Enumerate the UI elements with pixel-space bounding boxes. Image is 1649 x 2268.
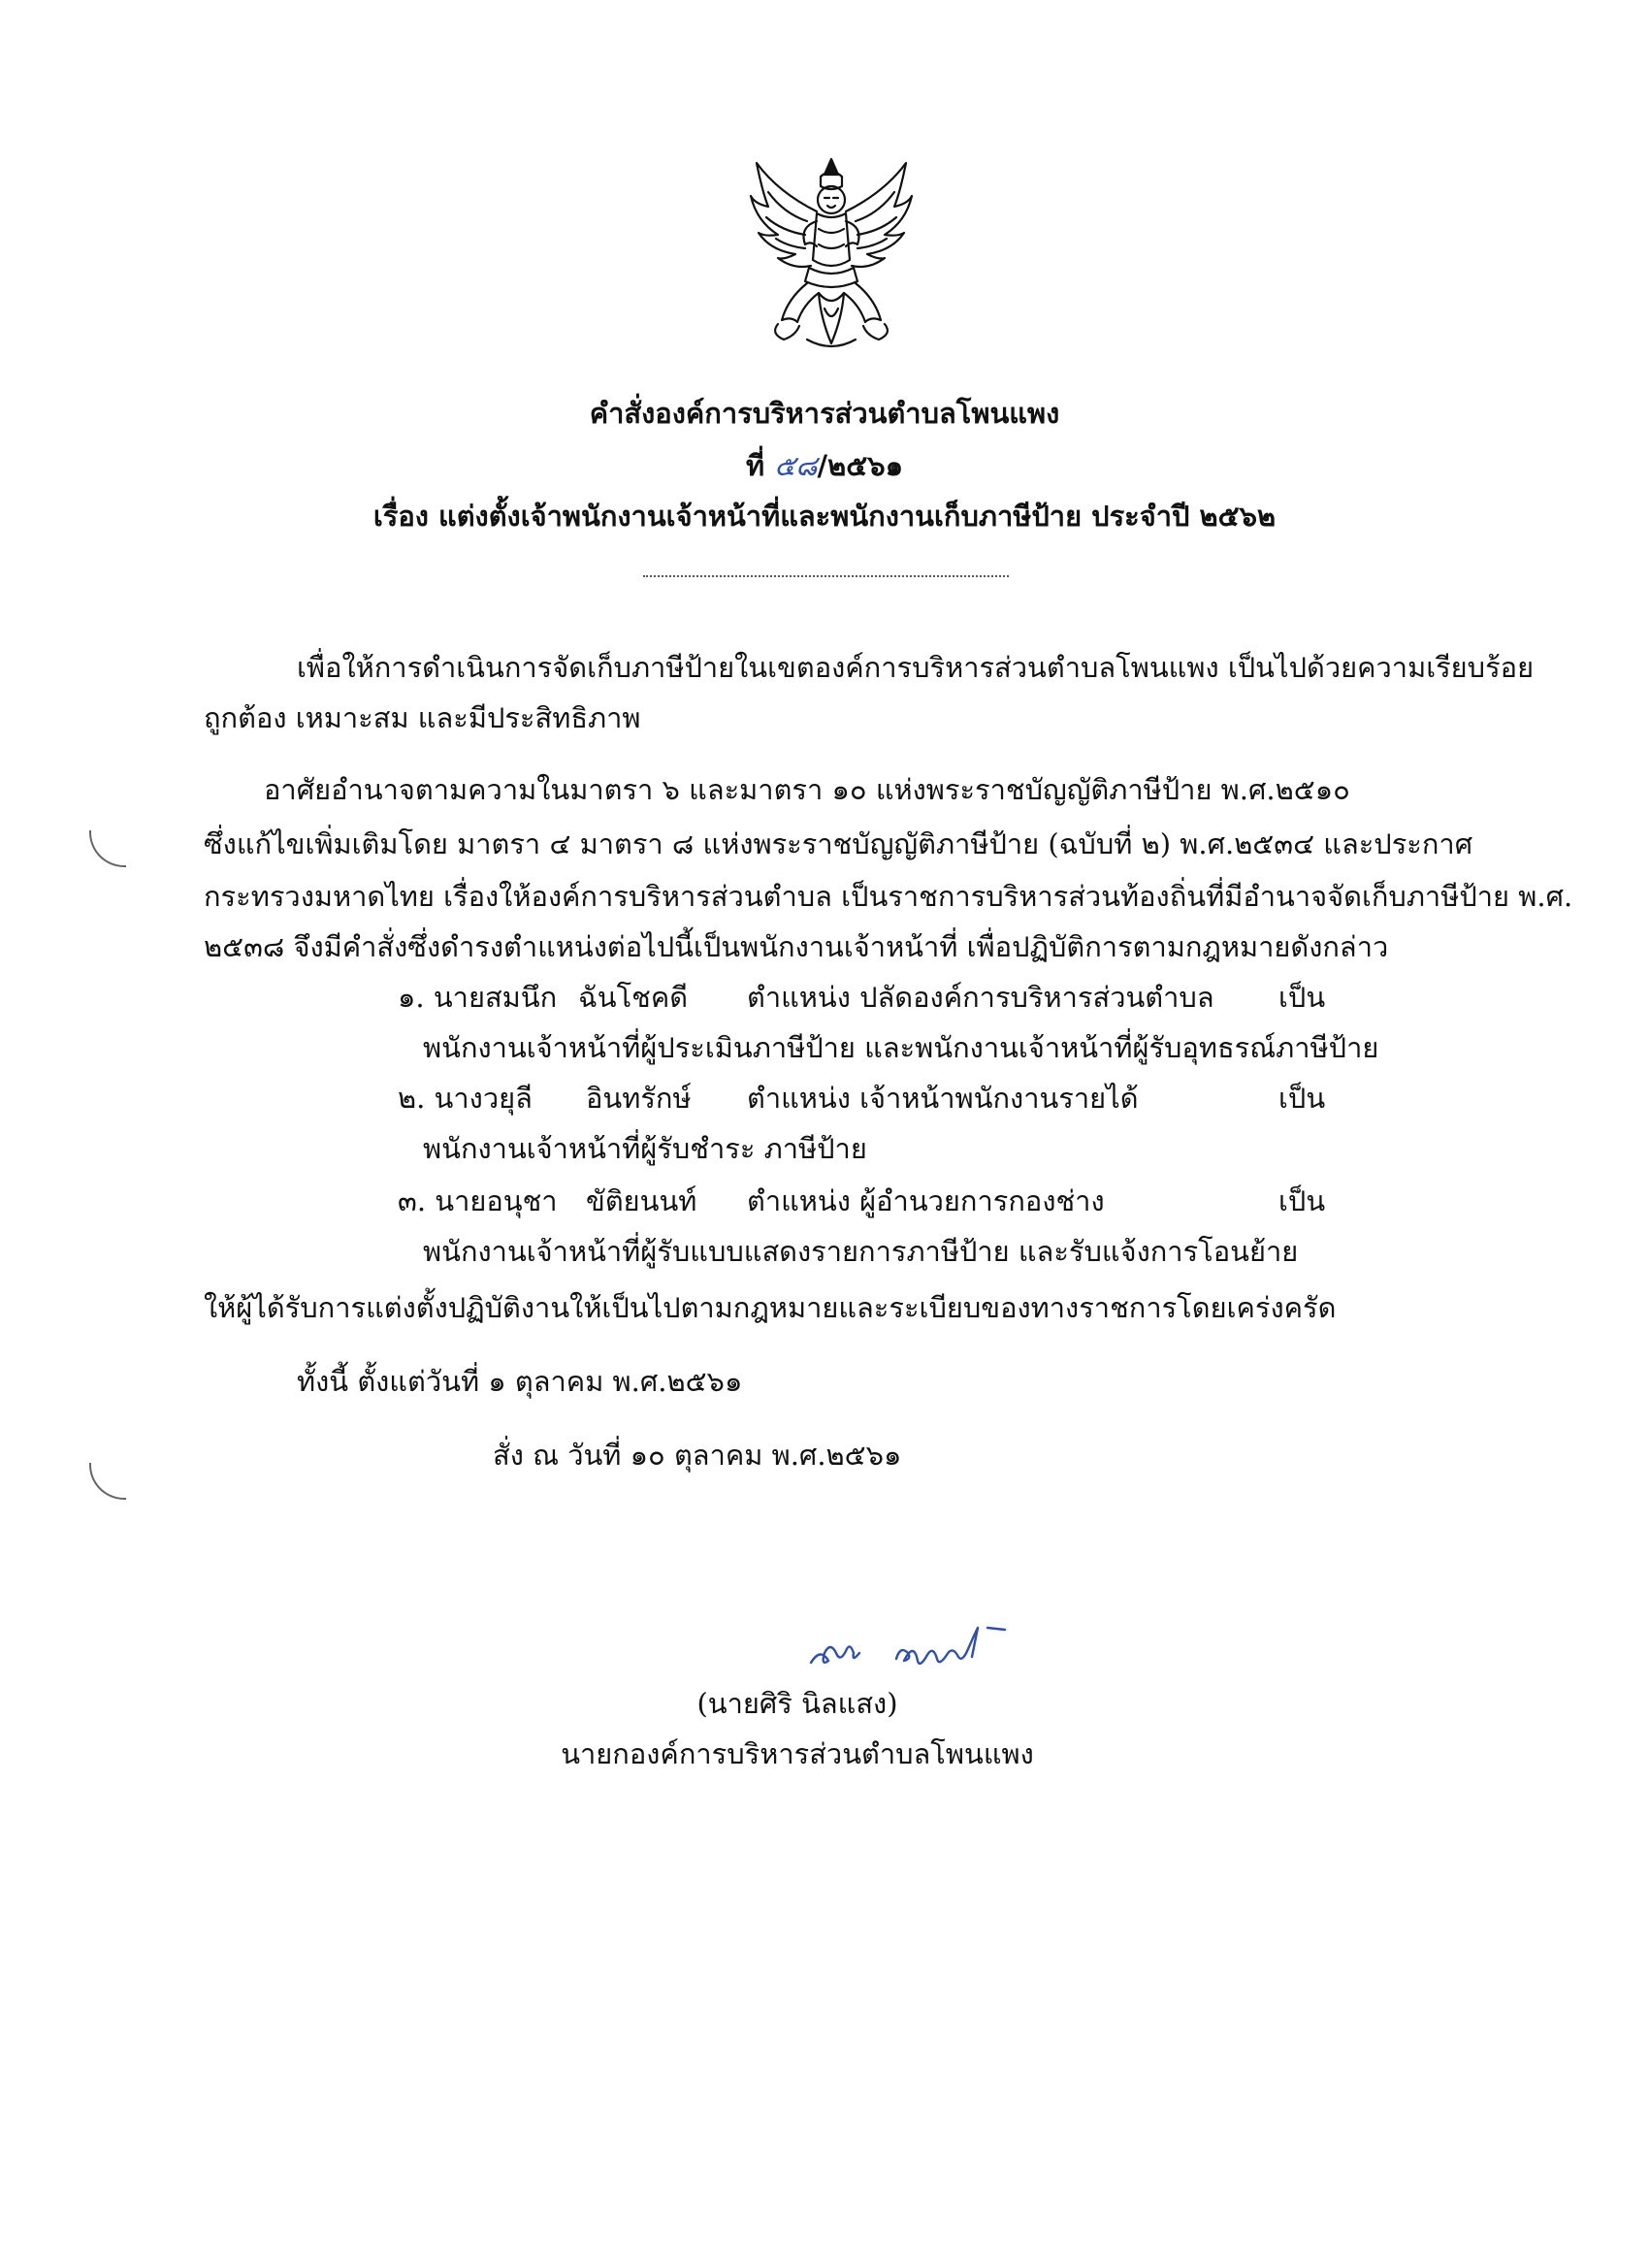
appointee-position: ตำแหน่ง เจ้าหน้าพนักงานรายได้ xyxy=(747,1082,1139,1115)
order-date: สั่ง ณ วันที่ ๑๐ ตุลาคม พ.ศ.๒๕๖๑ xyxy=(493,1439,902,1472)
appointee-duty: พนักงานเจ้าหน้าที่ผู้รับแบบแสดงรายการภาษีป้าย และรับแจ้งการโอนย้าย xyxy=(423,1235,1299,1268)
paragraph-1-line-1: เพื่อให้การดำเนินการจัดเก็บภาษีป้ายในเขตองค์การบริหารส่วนตำบลโพนแพง เป็นไปด้วยความเรียบร้อย xyxy=(297,651,1535,684)
paragraph-2-line-2: ซึ่งแก้ไขเพิ่มเติมโดย มาตรา ๔ มาตรา ๘ แห่งพระราชบัญญัติภาษีป้าย (ฉบับที่ ๒) พ.ศ.๒๕๓๔ และประกาศ xyxy=(204,827,1473,860)
closing-instruction: ให้ผู้ได้รับการแต่งตั้งปฏิบัติงานให้เป็นไปตามกฎหมายและระเบียบของทางราชการโดยเคร่งครัด xyxy=(204,1291,1337,1324)
order-number-suffix: /๒๕๖๑ xyxy=(817,449,904,482)
punch-hole-mark xyxy=(89,830,126,867)
paragraph-1-line-2: ถูกต้อง เหมาะสม และมีประสิทธิภาพ xyxy=(204,701,641,734)
appointee-as: เป็น xyxy=(1278,1082,1326,1115)
order-title: คำสั่งองค์การบริหารส่วนตำบลโพนแพง xyxy=(589,397,1060,430)
appointee-position: ตำแหน่ง ปลัดองค์การบริหารส่วนตำบล xyxy=(747,981,1214,1014)
punch-hole-mark xyxy=(89,1463,126,1500)
handwritten-signature xyxy=(807,1620,1030,1678)
appointee-surname: ฉันโชคดี xyxy=(578,981,689,1014)
order-number xyxy=(0,448,1649,483)
signatory-title: นายกองค์การบริหารส่วนตำบลโพนแพง xyxy=(561,1737,1034,1770)
paragraph-2-line-3: กระทรวงมหาดไทย เรื่องให้องค์การบริหารส่วนตำบล เป็นราชการบริหารส่วนท้องถิ่นที่มีอำนาจจัดเก็บภาษีป้าย พ.ศ. xyxy=(204,880,1573,913)
paragraph-2-line-4: ๒๕๓๘ จึงมีคำสั่งซึ่งดำรงตำแหน่งต่อไปนี้เป็นพนักงานเจ้าหน้าที่ เพื่อปฏิบัติการตามกฎหมายดังกล่าว xyxy=(204,930,1389,963)
order-number-handwritten: ๕๘ xyxy=(774,449,818,482)
appointee-name: ๓. นายอนุชา xyxy=(398,1184,558,1217)
appointee-as: เป็น xyxy=(1278,1184,1326,1217)
signatory-name: (นายศิริ นิลแสง) xyxy=(696,1687,898,1720)
appointee-duty: พนักงานเจ้าหน้าที่ผู้รับชำระ ภาษีป้าย xyxy=(423,1132,867,1165)
appointee-position: ตำแหน่ง ผู้อำนวยการกองช่าง xyxy=(747,1184,1105,1217)
appointee-duty: พนักงานเจ้าหน้าที่ผู้ประเมินภาษีป้าย และพนักงานเจ้าหน้าที่ผู้รับอุทธรณ์ภาษีป้าย xyxy=(423,1031,1379,1064)
effective-date: ทั้งนี้ ตั้งแต่วันที่ ๑ ตุลาคม พ.ศ.๒๕๖๑ xyxy=(297,1365,743,1398)
appointee-as: เป็น xyxy=(1278,981,1326,1014)
appointee-name: ๑. นายสมนึก xyxy=(398,981,558,1014)
garuda-emblem-icon xyxy=(749,153,914,357)
order-subject: เรื่อง แต่งตั้งเจ้าพนักงานเจ้าหน้าที่และพนักงานเก็บภาษีป้าย ประจำปี ๒๕๖๒ xyxy=(372,500,1277,533)
header-divider xyxy=(643,575,1009,577)
paragraph-2-line-1: อาศัยอำนาจตามความในมาตรา ๖ และมาตรา ๑๐ แห่งพระราชบัญญัติภาษีป้าย พ.ศ.๒๕๑๐ xyxy=(264,773,1350,806)
appointee-surname: ขัติยนนท์ xyxy=(586,1184,697,1217)
appointee-name: ๒. นางวยุลี xyxy=(398,1082,533,1115)
order-number-prefix: ที่ xyxy=(745,449,765,482)
appointee-surname: อินทรักษ์ xyxy=(586,1082,692,1115)
